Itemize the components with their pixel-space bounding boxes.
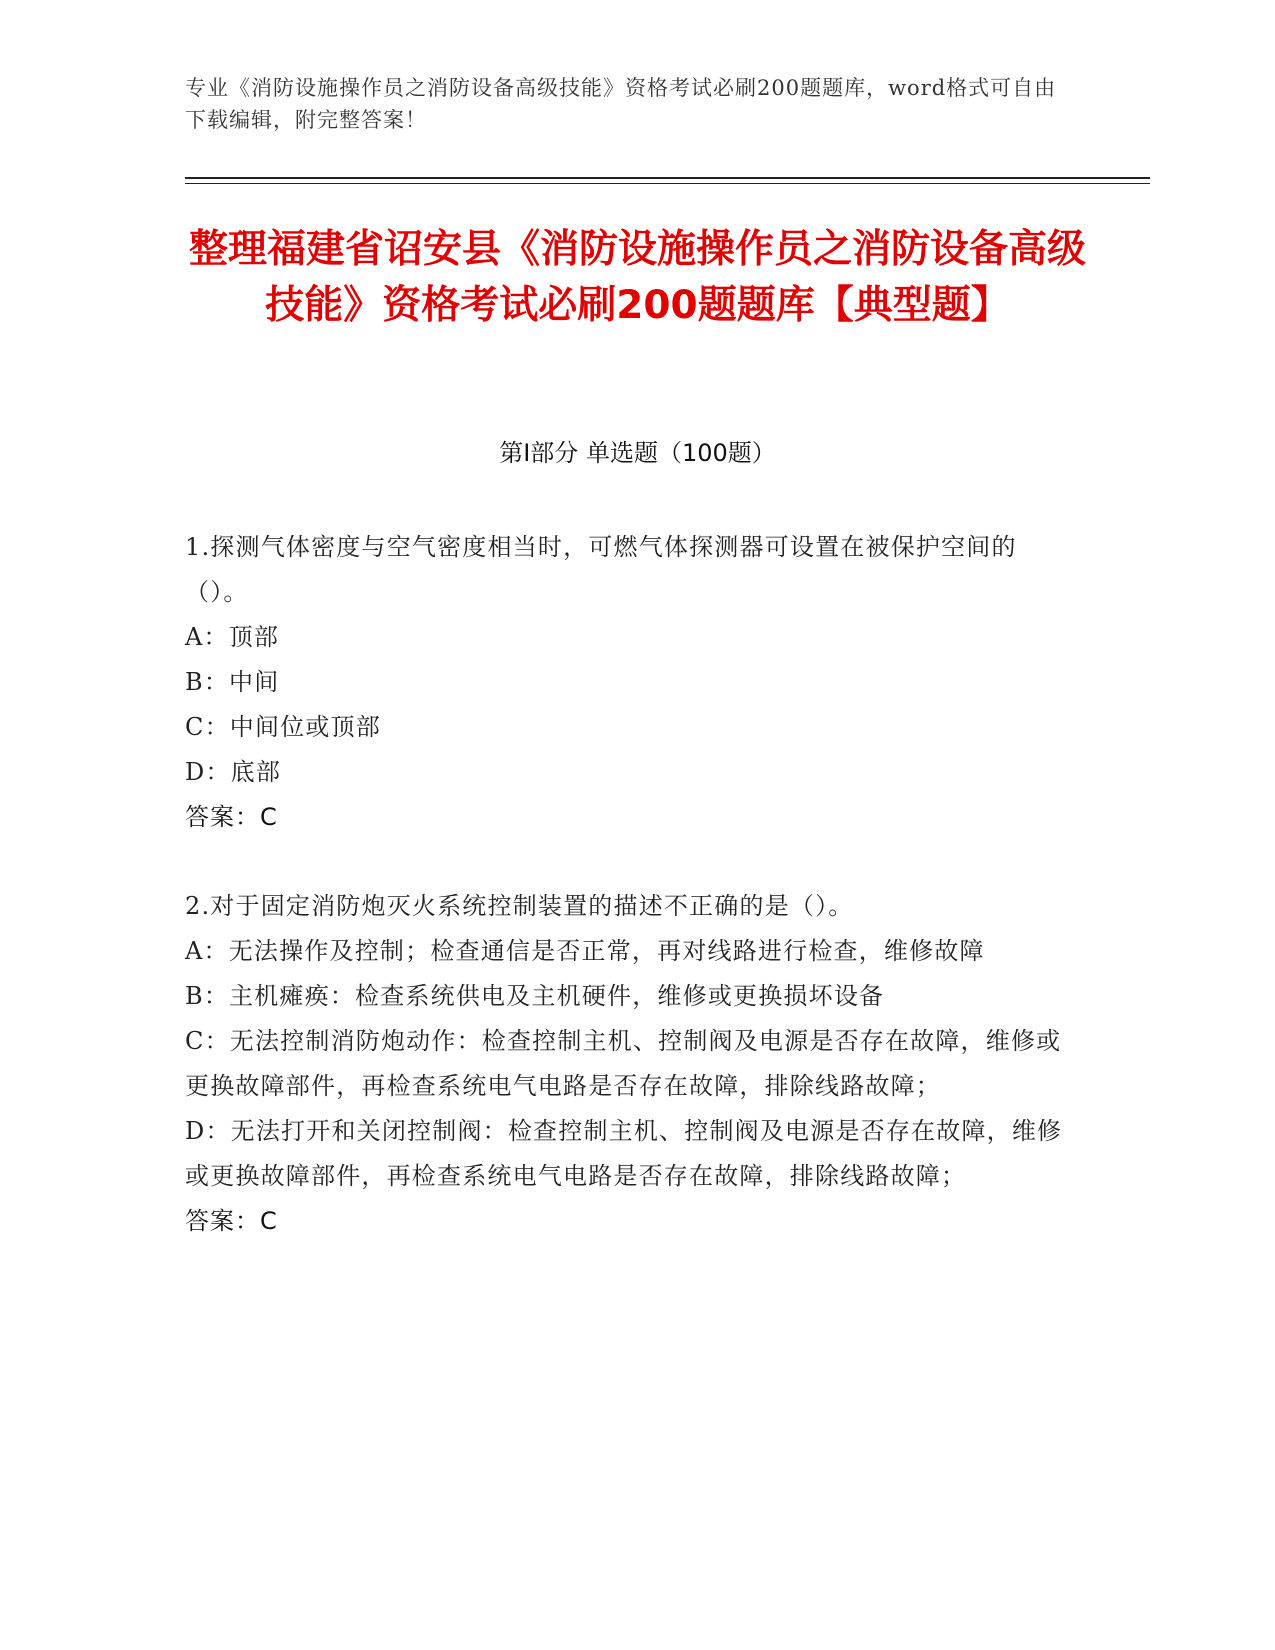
option-d: D：底部 [185,758,282,786]
document-title: 整理福建省诏安县《消防设施操作员之消防设备高级技能》资格考试必刷200题题库【典型题】 [188,227,1086,328]
question-1 [185,525,1065,840]
question-list [185,525,1065,1288]
header-note: 专业《消防设施操作员之消防设备高级技能》资格考试必刷200题题库，word格式可自由下载编辑，附完整答案！ [185,76,1057,132]
option-b: B：主机瘫痪：检查系统供电及主机硬件，维修或更换损坏设备 [185,982,885,1010]
option-c: C：中间位或顶部 [185,713,381,741]
answer: 答案：C [185,1207,278,1235]
answer: 答案：C [185,803,278,831]
question-2 [185,884,1065,1244]
header-rule-thin [185,183,1150,184]
option-b: B：中间 [185,668,280,696]
header-rule-thick [185,177,1150,179]
option-a: A：顶部 [185,623,280,651]
question-stem: 2.对于固定消防炮灭火系统控制装置的描述不正确的是（）。 [185,892,854,920]
section-heading: 第Ⅰ部分 单选题（100题） [499,439,776,467]
option-d: D：无法打开和关闭控制阀：检查控制主机、控制阀及电源是否存在故障，维修或更换故障部件，再检查系统电气电路是否存在故障，排除线路故障； [185,1117,1063,1190]
question-stem: 1.探测气体密度与空气密度相当时，可燃气体探测器可设置在被保护空间的（）。 [185,533,1017,606]
option-c: C：无法控制消防炮动作：检查控制主机、控制阀及电源是否存在故障，维修或更换故障部件，再检查系统电气电路是否存在故障，排除线路故障； [185,1027,1062,1100]
option-a: A：无法操作及控制；检查通信是否正常，再对线路进行检查，维修故障 [185,937,985,965]
